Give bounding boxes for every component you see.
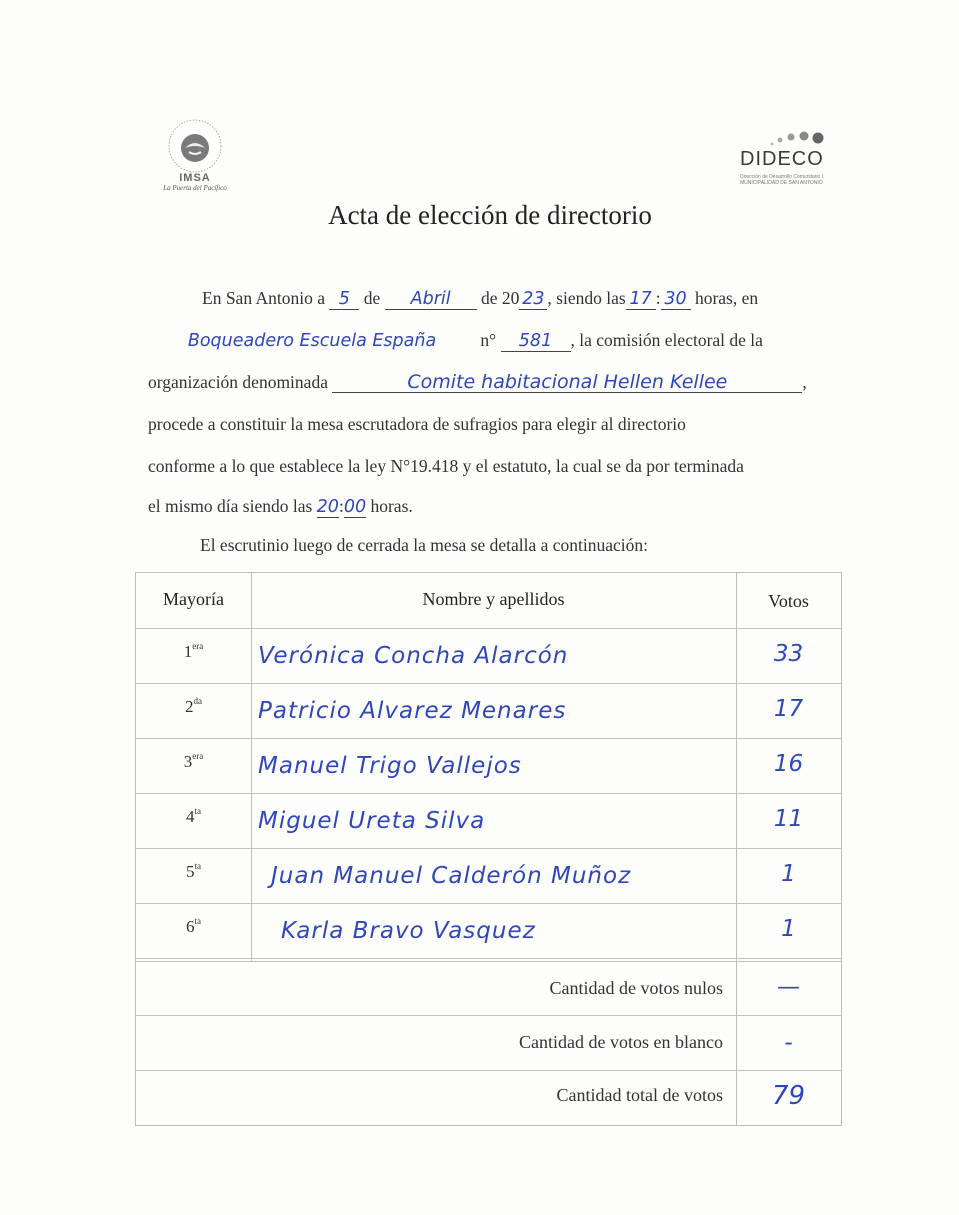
rank-suffix: ta — [194, 861, 201, 871]
text-fragment: , la comisión electoral de la — [570, 330, 763, 350]
candidate-name: Verónica Concha Alarcón — [258, 643, 569, 669]
rank-number: 6 — [186, 917, 195, 936]
imsa-motto: La Puerta del Pacífico — [163, 184, 227, 192]
vote-count: 17 — [773, 696, 804, 722]
text-fragment: procede a constituir la mesa escrutadora de sufragios para elegir al directorio — [148, 414, 686, 434]
text-fragment: horas. — [370, 496, 413, 516]
candidate-name: Juan Manuel Calderón Muñoz — [271, 863, 632, 889]
rank-number: 4 — [186, 807, 195, 826]
dideco-logo — [738, 130, 838, 190]
hour-field: 17 — [626, 289, 656, 310]
paragraph-line-6 — [148, 496, 413, 517]
rank-cell — [136, 696, 251, 717]
text-fragment: conforme a lo que establece la ley N°19.418 y el estatuto, la cual se da por terminada — [148, 456, 744, 476]
rank-suffix: ta — [194, 806, 201, 816]
total-votes-label: Cantidad total de votos — [556, 1085, 723, 1105]
table-row — [136, 849, 841, 904]
rank-number: 1 — [183, 642, 193, 661]
number-field: 581 — [501, 331, 571, 352]
dideco-subtitle: Dirección de Desarrollo Comunitario I. MUNICIPALIDAD DE SAN ANTONIO — [740, 174, 825, 186]
text-fragment: n° — [480, 330, 497, 350]
month-field: Abril — [385, 289, 477, 310]
total-votes-value: 79 — [771, 1081, 806, 1111]
rank-suffix: era — [192, 751, 204, 761]
rank-number: 3 — [183, 752, 193, 771]
end-minute-field: 00 — [343, 497, 367, 517]
candidate-name: Karla Bravo Vasquez — [281, 918, 536, 944]
text-fragment: de 20 — [481, 288, 520, 308]
text-fragment: organización denominada — [148, 372, 328, 392]
text-fragment: horas, en — [694, 288, 759, 308]
header-rank: Mayoría — [163, 589, 224, 609]
header-name: Nombre y apellidos — [422, 589, 565, 609]
text-fragment: de — [363, 288, 381, 308]
text-fragment: , — [802, 372, 807, 392]
vote-count: 11 — [773, 806, 804, 832]
rank-suffix: era — [192, 641, 204, 651]
imsa-logo — [150, 118, 240, 198]
dideco-dots-icon — [766, 130, 826, 150]
vote-count: 16 — [773, 751, 804, 777]
text-fragment: En San Antonio a — [202, 288, 325, 308]
scrutiny-intro: El escrutinio luego de cerrada la mesa se detalla a continuación: — [200, 535, 649, 555]
candidate-name: Miguel Ureta Silva — [258, 808, 486, 834]
table-row — [136, 684, 841, 739]
null-votes-label: Cantidad de votos nulos — [549, 978, 723, 998]
text-fragment: , siendo las — [547, 288, 626, 308]
dideco-name: DIDECO — [740, 148, 824, 170]
rank-number: 2 — [185, 697, 194, 716]
header-votes: Votos — [768, 591, 809, 611]
vote-count: 1 — [781, 916, 796, 942]
null-votes-value: — — [777, 974, 800, 1000]
table-row — [136, 794, 841, 849]
page-title: Acta de elección de directorio — [328, 200, 652, 230]
paragraph-line-3 — [148, 372, 807, 393]
paragraph-line-1 — [202, 288, 758, 310]
day-field: 5 — [329, 289, 359, 310]
text-fragment: el mismo día siendo las — [148, 496, 313, 516]
rank-cell — [136, 861, 251, 882]
rank-suffix: da — [193, 696, 202, 706]
results-table — [135, 572, 842, 1126]
table-header-row — [136, 573, 841, 629]
total-votes-row — [136, 1071, 841, 1125]
rank-cell — [136, 751, 251, 772]
candidate-name: Manuel Trigo Vallejos — [258, 753, 522, 779]
year-field: 23 — [519, 289, 547, 310]
organization-field: Comite habitacional Hellen Kellee — [332, 372, 802, 393]
paragraph-line-5 — [148, 456, 744, 477]
vote-count: 1 — [781, 861, 796, 887]
table-row — [136, 629, 841, 684]
paragraph-line-2 — [148, 330, 763, 352]
rank-suffix: ta — [194, 916, 201, 926]
imsa-emblem-icon — [167, 118, 223, 174]
blank-votes-row — [136, 1016, 841, 1071]
imsa-name: IMSA — [179, 172, 211, 184]
blank-votes-value: - — [784, 1030, 793, 1056]
end-hour-field: 20 — [316, 497, 339, 517]
text-fragment: : — [655, 288, 661, 308]
blank-votes-label: Cantidad de votos en blanco — [519, 1032, 723, 1052]
rank-cell — [136, 641, 251, 662]
rank-cell — [136, 806, 251, 827]
text-fragment: : — [338, 496, 344, 516]
null-votes-row — [136, 961, 841, 1016]
table-row — [136, 904, 841, 959]
rank-number: 5 — [186, 862, 195, 881]
act-paragraph — [148, 286, 834, 516]
table-row — [136, 739, 841, 794]
candidate-name: Patricio Alvarez Menares — [258, 698, 567, 724]
paragraph-line-4 — [148, 414, 686, 435]
place-field: Boqueadero Escuela España — [187, 331, 437, 351]
minute-field: 30 — [661, 289, 691, 310]
vote-count: 33 — [773, 641, 804, 667]
rank-cell — [136, 916, 251, 937]
